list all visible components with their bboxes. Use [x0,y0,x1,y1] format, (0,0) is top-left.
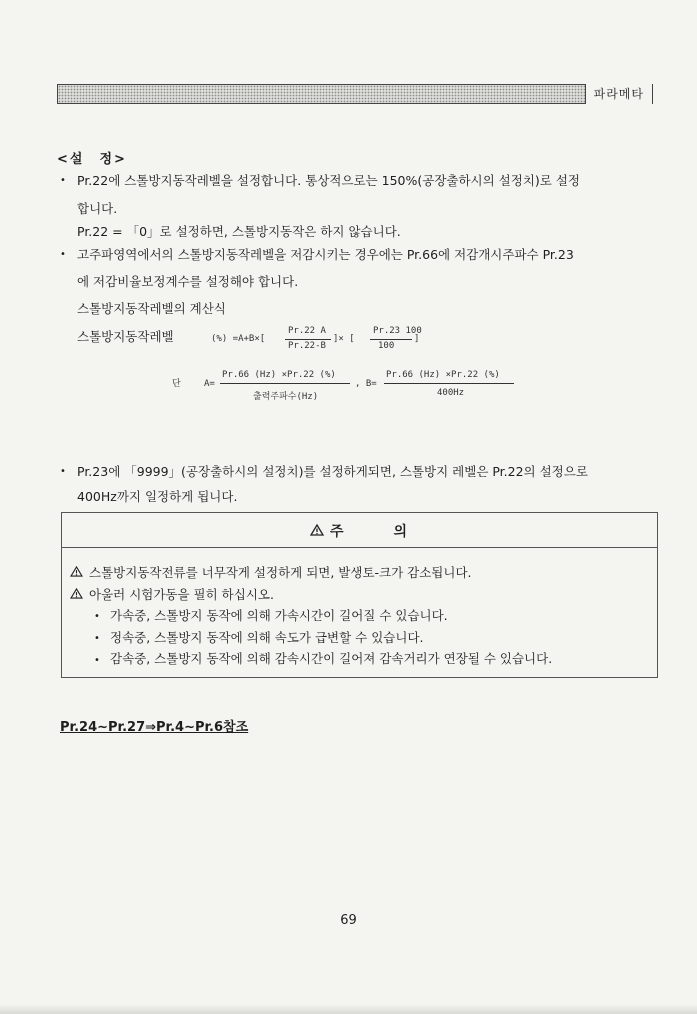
caution-title-text: 주 의 [329,524,410,540]
scan-edge [0,1004,697,1014]
warning-triangle-icon [70,586,83,604]
caution-item: 정속중, 스톨방지 동작에 의해 속도가 급변할 수 있습니다. [110,630,424,645]
warning-triangle-icon [70,564,83,582]
formula-denominator: 400Hz [437,388,465,398]
caution-box [61,512,658,678]
paragraph-line: 스톨방지동작레벨의 계산식 [77,301,226,316]
paragraph-line: 400Hz까지 일정하게 됩니다. [77,489,238,504]
reference-link[interactable]: Pr.24∼Pr.27⇒Pr.4∼Pr.6참조 [60,720,249,735]
formula-denominator: Pr.22-B [288,341,326,351]
formula-close: ] [414,334,420,344]
bullet-icon: • [94,611,100,622]
formula-denominator: 출력주파수(Hz) [253,392,319,402]
fraction-bar [220,383,350,384]
formula-denominator: 100 [378,341,395,351]
formula-note: 단 [172,379,181,389]
caution-line [70,586,274,604]
header-bar [57,84,653,104]
bullet-icon: • [94,633,100,644]
caution-text: 스톨방지동작전류를 너무작게 설정하게 되면, 발생토-크가 감소됩니다. [89,565,472,580]
formula-numerator: Pr.22 A [288,326,326,336]
formula-numerator: Pr.23 100 [373,326,422,336]
header-label: 파라메타 [585,84,652,104]
bullet-icon: • [94,655,100,666]
paragraph-line: 합니다. [77,201,118,216]
paragraph-line: Pr.22 = 「0」로 설정하면, 스톨방지동작은 하지 않습니다. [77,224,401,239]
fraction-bar [370,339,412,340]
formula-numerator: Pr.66 (Hz) ×Pr.22 (%) [386,370,500,380]
paragraph-line: 고주파영역에서의 스톨방지동작레벨을 저감시키는 경우에는 Pr.66에 저감개시주파수 Pr.23 [77,247,574,262]
section-title: <설 정> [57,152,127,167]
bullet-icon: • [60,249,66,260]
caution-item: 가속중, 스톨방지 동작에 의해 가속시간이 길어질 수 있습니다. [110,608,448,623]
bullet-icon: • [60,466,66,477]
formula-a-label: A= [204,379,215,389]
page-number: 69 [340,913,357,928]
bullet-icon: • [60,175,66,186]
formula-b-label: , B= [355,379,377,389]
formula-lhs: (%) =A+B×[ [211,334,266,344]
paragraph-line: Pr.23에 「9999」(공장출하시의 설정치)를 설정하게되면, 스톨방지 레벨은 Pr.22의 설정으로 [77,464,588,479]
formula-numerator: Pr.66 (Hz) ×Pr.22 (%) [222,370,336,380]
formula-operator: ]× [ [333,334,355,344]
caution-divider [62,547,657,548]
caution-line [70,564,472,582]
paragraph-line: 스톨방지동작레벨 [77,329,174,344]
warning-triangle-icon [310,524,324,539]
caution-title [62,521,657,541]
fraction-bar [285,339,331,340]
caution-text: 아울러 시험가동을 필히 하십시오. [89,587,274,602]
caution-item: 감속중, 스톨방지 동작에 의해 감속시간이 길어져 감속거리가 연장될 수 있습니다. [110,651,553,666]
fraction-bar [384,383,514,384]
paragraph-line: Pr.22에 스톨방지동작레벨을 설정합니다. 통상적으로는 150%(공장출하시의 설정치)로 설정 [77,173,580,188]
paragraph-line: 에 저감비율보정계수를 설정해야 합니다. [77,274,299,289]
